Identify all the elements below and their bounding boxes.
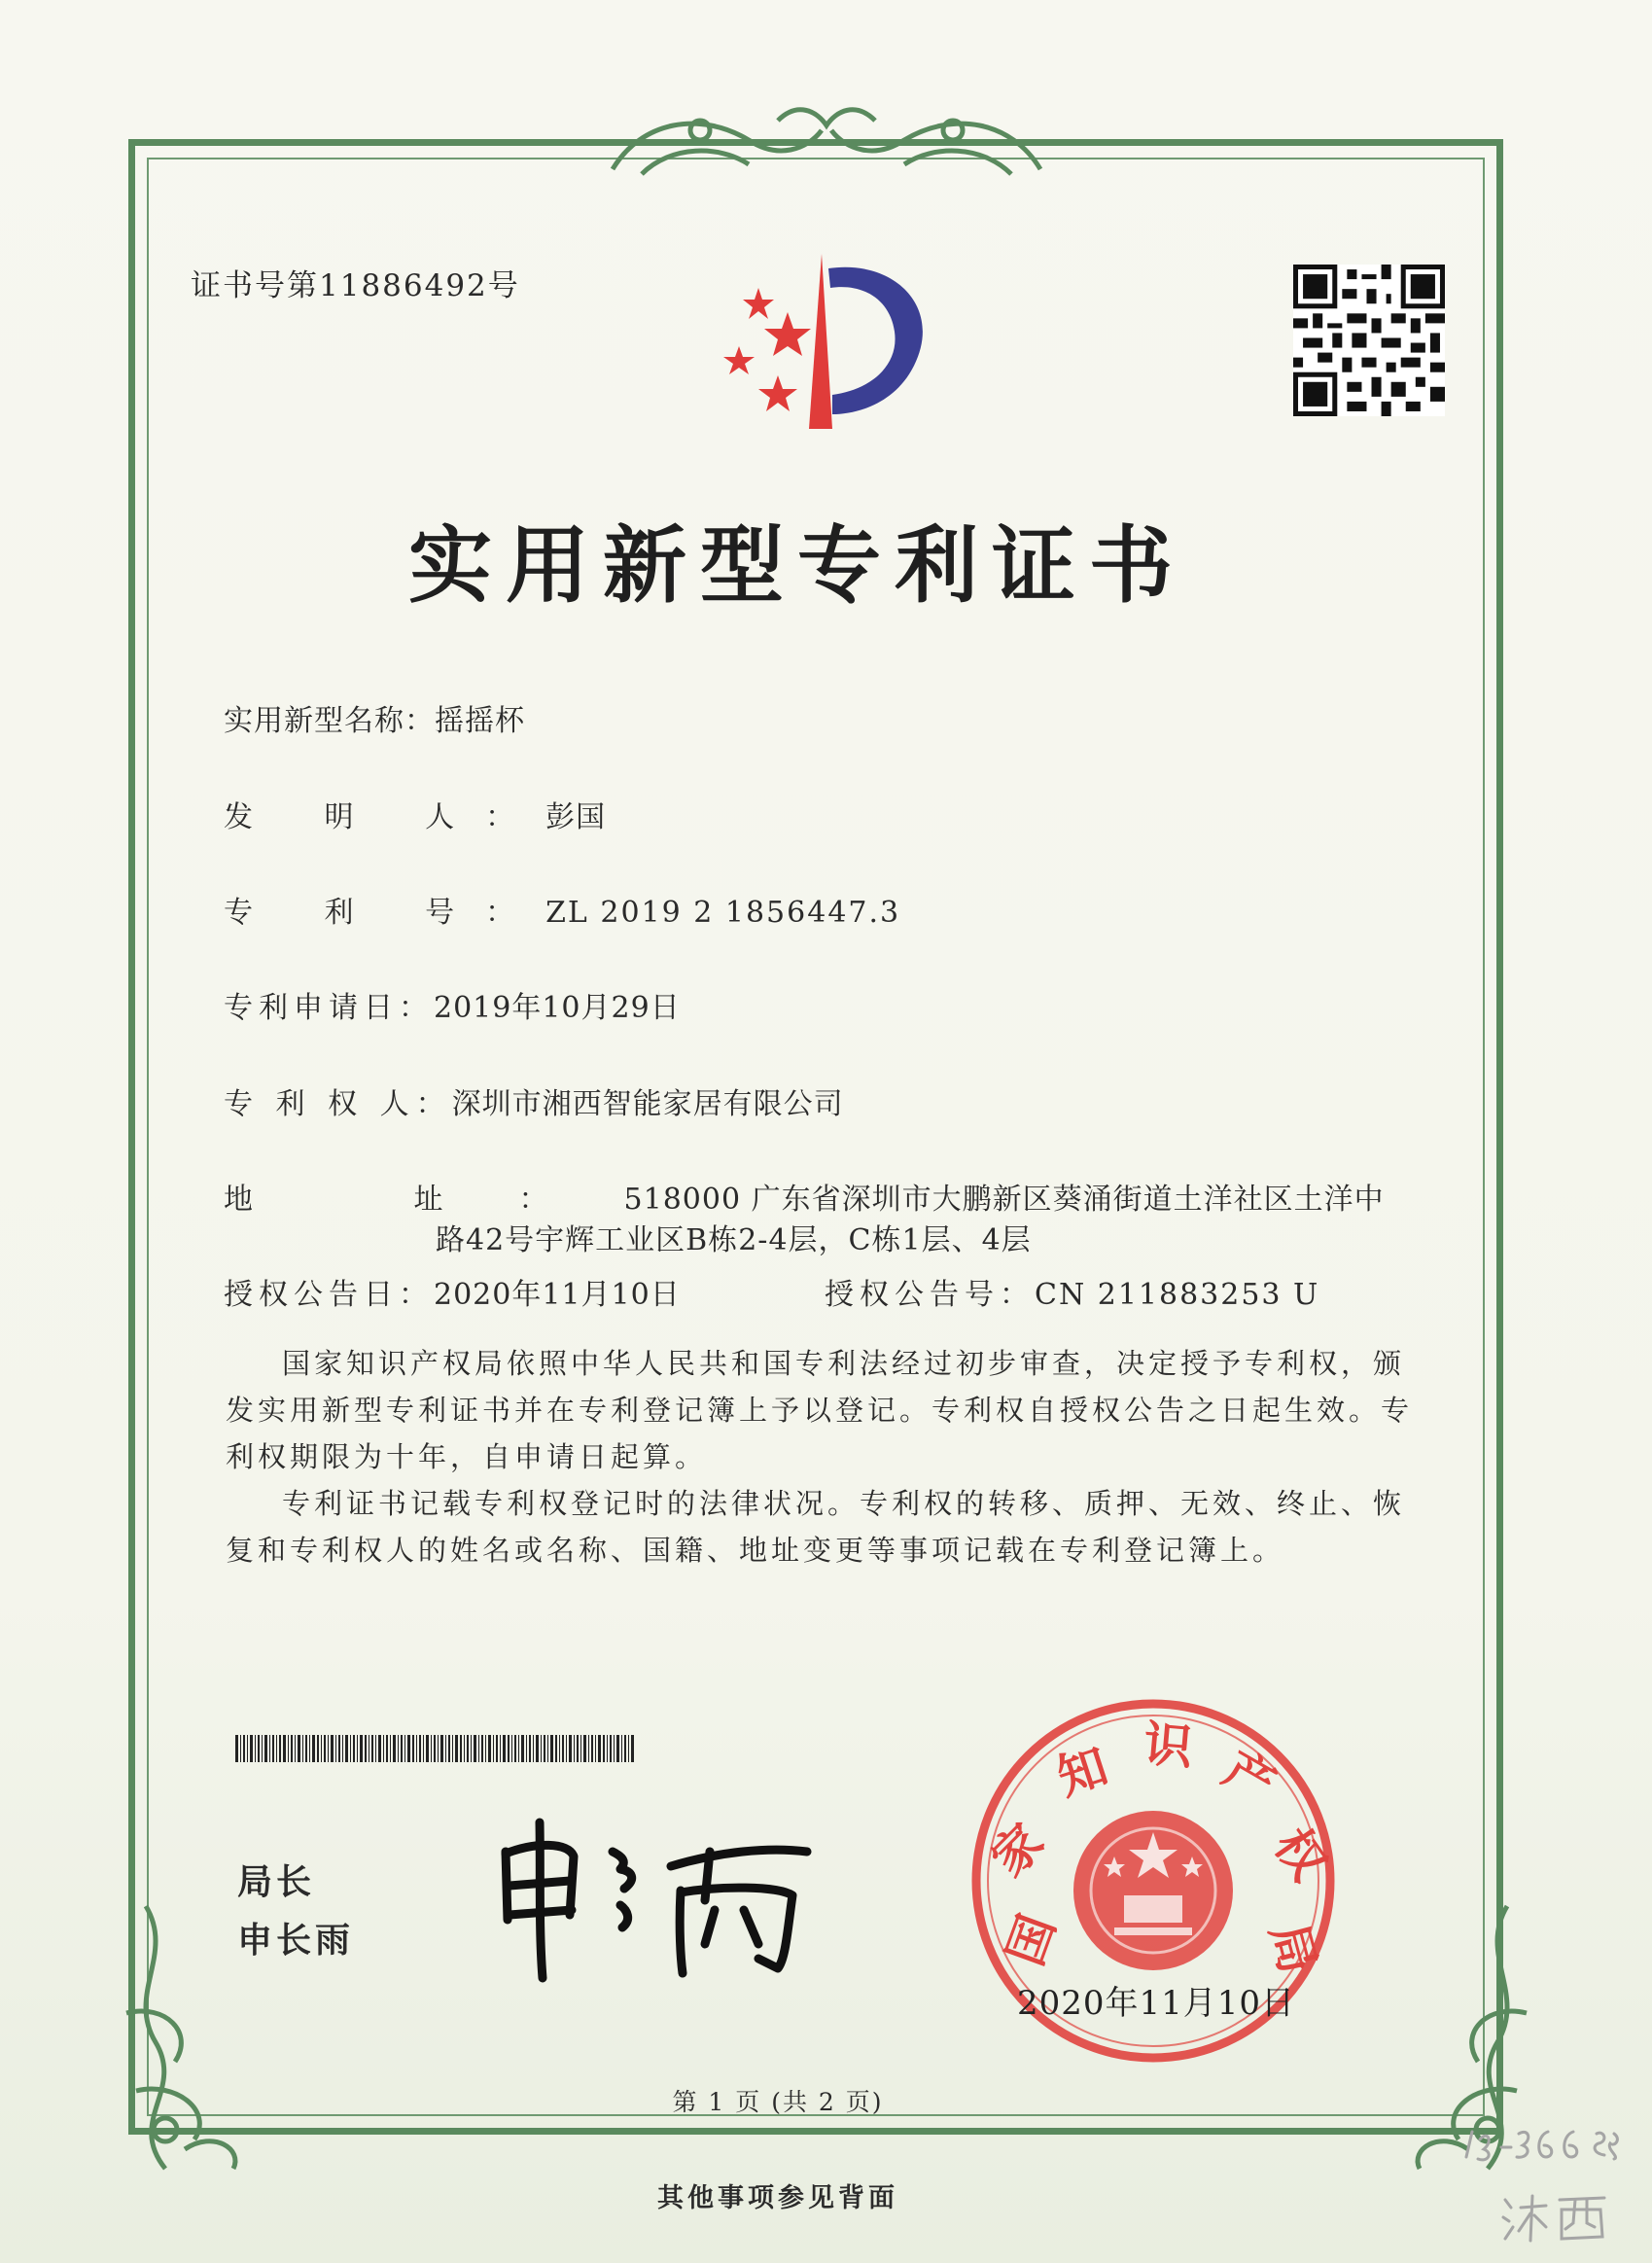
svg-text:国: 国 [997,1907,1067,1973]
svg-text:权: 权 [1263,1818,1338,1891]
patentee-row [224,1079,844,1122]
utility-model-name-row [224,696,525,739]
patentee-label: 专 利 权 人： [224,1087,452,1121]
director-title: 局长 [237,1862,316,1902]
seal-date: 2020年11月10日 [1017,1984,1296,2023]
svg-text:家: 家 [980,1813,1055,1888]
filing-date-value: 2019年10月29日 [434,991,681,1025]
grant-date-value: 2020年11月10日 [434,1278,681,1312]
svg-text:知: 知 [1050,1737,1115,1807]
top-ornament-icon [583,101,1070,189]
svg-text:识: 识 [1141,1715,1195,1777]
footer-note: 其他事项参见背面 [657,2183,898,2213]
address-row [224,1175,1385,1218]
certificate-title: 实用新型专利证书 [408,517,1186,615]
filing-date-label: 专利申请日： [224,991,434,1025]
inventor-value: 彭国 [545,800,607,834]
utility-model-name-value: 摇摇杯 [435,704,525,738]
utility-model-name-label: 实用新型名称： [224,704,435,738]
director-block [237,1854,354,1970]
address-label: 地 址： [224,1183,624,1217]
grant-number-label: 授权公告号： [825,1278,1035,1312]
body-paragraph-1: 国家知识产权局依照中华人民共和国专利法经过初步审查，决定授予专利权，颁发实用新型专利证书并在专利登记簿上予以登记。专利权自授权公告之日起生效。专利权期限为十年，自申请日起算。 [226,1347,1414,1473]
address-line-1: 518000 广东省深圳市大鹏新区葵涌街道土洋社区土洋中 [623,1183,1385,1217]
patentee-value: 深圳市湘西智能家居有限公司 [451,1087,844,1121]
grant-date-row [224,1270,681,1313]
certificate-body [226,1340,1422,1573]
inventor-label: 发 明 人： [224,800,546,834]
body-paragraph-2: 专利证书记载专利权登记时的法律状况。专利权的转移、质押、无效、终止、恢复和专利权人的姓名或名称、国籍、地址变更等事项记载在专利登记簿上。 [226,1487,1406,1567]
handwritten-note-icon [1497,2188,1614,2246]
cnipa-logo-icon [700,249,943,434]
qr-code-icon [1293,265,1445,416]
grant-date-label: 授权公告日： [224,1278,434,1312]
grant-number-row [825,1270,1319,1313]
handwritten-number-icon [1459,2120,1624,2169]
director-signature-icon [496,1813,826,1988]
svg-text:产: 产 [1213,1740,1285,1814]
director-name: 申长雨 [237,1921,355,1961]
page-indicator: 第 1 页 (共 2 页) [672,2088,884,2116]
barcode-icon [235,1735,636,1762]
svg-text:局: 局 [1259,1917,1327,1980]
patent-number-row [224,888,900,931]
patent-number-label: 专 利 号： [224,896,546,930]
patent-number-value: ZL 2019 2 1856447.3 [545,896,901,930]
inventor-row [224,793,606,835]
address-line-2: 路42号宇辉工业区B栋2-4层，C栋1层、4层 [436,1223,1032,1257]
filing-date-row [224,983,681,1026]
grant-number-value: CN 211883253 U [1035,1278,1320,1312]
certificate-number: 证书号第11886492号 [191,268,520,303]
